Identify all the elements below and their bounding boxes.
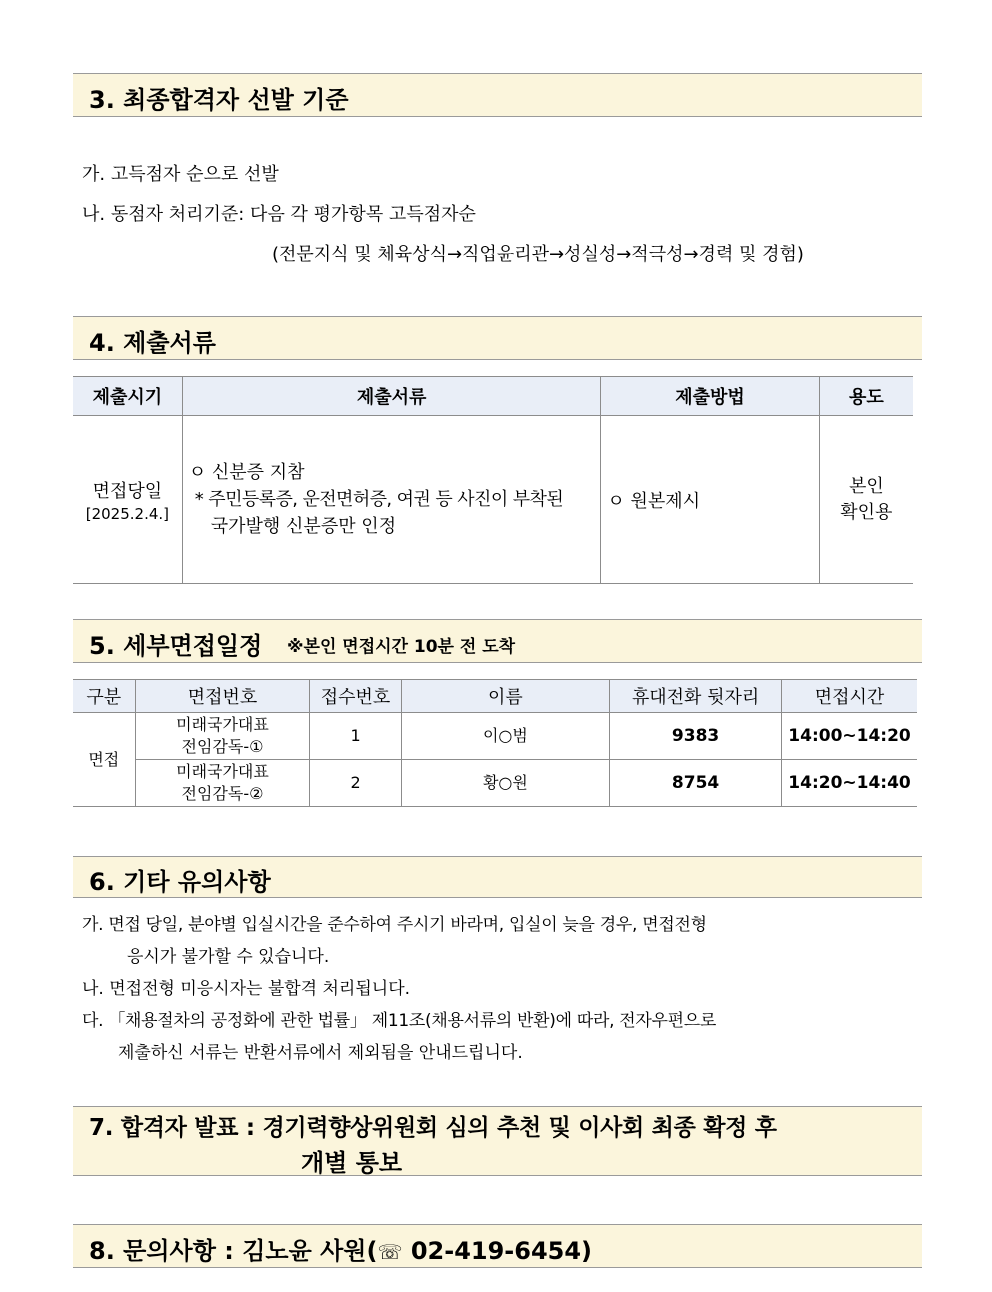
interview-code-line-1: 미래국가대표 xyxy=(176,762,269,781)
header-cell: 제출시기 xyxy=(73,377,182,416)
documents-cell xyxy=(182,416,601,584)
interview-code-cell xyxy=(135,713,310,760)
section-4-title: 4. 제출서류 xyxy=(89,329,216,357)
section-5-title: 5. 세부면접일정 xyxy=(89,632,263,660)
header-cell: 접수번호 xyxy=(310,680,401,713)
purpose-line-1: 본인 xyxy=(848,475,884,497)
phone-icon: ☏ xyxy=(377,1240,403,1264)
criteria-item-ga: 가. 고득점자 순으로 선발 xyxy=(82,164,279,185)
receipt-no-cell: 2 xyxy=(310,760,401,807)
timing-label: 면접당일 xyxy=(92,480,163,502)
method-text: ㅇ 원본제시 xyxy=(607,490,701,512)
header-cell: 면접시간 xyxy=(782,680,917,713)
header-cell: 용도 xyxy=(819,377,913,416)
section-4-header xyxy=(73,316,922,360)
header-cell: 휴대전화 뒷자리 xyxy=(610,680,782,713)
notice-item-da-line-2: 제출하신 서류는 반환서류에서 제외됨을 안내드립니다. xyxy=(118,1043,523,1063)
criteria-item-na-detail: (전문지식 및 체육상식→직업윤리관→성실성→적극성→경력 및 경험) xyxy=(272,244,804,265)
section-3-title: 3. 최종합격자 선발 기준 xyxy=(89,86,349,114)
table-row xyxy=(73,760,917,807)
phone-digits-cell: 8754 xyxy=(610,760,782,807)
header-cell: 이름 xyxy=(401,680,609,713)
interview-code-line-2: 전임감독-① xyxy=(181,737,264,756)
section-6-title: 6. 기타 유의사항 xyxy=(89,868,271,896)
name-cell: 황○원 xyxy=(401,760,609,807)
notice-item-ga-line-1: 가. 면접 당일, 분야별 입실시간을 준수하여 주시기 바라며, 입실이 늦을 경우, 면접전형 xyxy=(82,915,707,935)
header-cell: 구분 xyxy=(73,680,135,713)
documents-table xyxy=(73,376,913,584)
section-7-header xyxy=(73,1106,922,1176)
phone-digits-cell: 9383 xyxy=(610,713,782,760)
section-5-note: ※본인 면접시간 10분 전 도착 xyxy=(287,637,516,657)
receipt-no-cell: 1 xyxy=(310,713,401,760)
contact-label: 8. 문의사항 : 김노윤 사원( xyxy=(89,1237,378,1265)
section-8-title xyxy=(89,1231,592,1266)
documents-line-1: ㅇ 신분증 지참 xyxy=(188,462,305,483)
section-5-header xyxy=(73,619,922,663)
schedule-table-header xyxy=(73,680,917,713)
timing-cell xyxy=(73,416,182,584)
header-cell: 제출서류 xyxy=(182,377,601,416)
group-cell: 면접 xyxy=(73,713,135,807)
interview-time-cell: 14:20~14:40 xyxy=(782,760,917,807)
purpose-line-2: 확인용 xyxy=(840,501,893,523)
timing-date: [2025.2.4.] xyxy=(85,504,170,523)
documents-table-header xyxy=(73,377,913,416)
method-cell xyxy=(601,416,819,584)
table-row xyxy=(73,416,913,584)
documents-line-2: * 주민등록증, 운전면허증, 여권 등 사진이 부착된 xyxy=(194,489,564,510)
name-cell: 이○범 xyxy=(401,713,609,760)
documents-line-3: 국가발행 신분증만 인정 xyxy=(210,516,397,537)
header-cell: 면접번호 xyxy=(135,680,310,713)
header-cell: 제출방법 xyxy=(601,377,819,416)
interview-time-cell: 14:00~14:20 xyxy=(782,713,917,760)
interview-code-cell xyxy=(135,760,310,807)
notice-item-ga-line-2: 응시가 불가할 수 있습니다. xyxy=(127,947,330,967)
interview-schedule-table xyxy=(73,679,917,807)
section-6-header xyxy=(73,856,922,898)
notice-item-da-line-1: 다. 「채용절차의 공정화에 관한 법률」 제11조(채용서류의 반환)에 따라, 전자우편으로 xyxy=(82,1011,717,1031)
contact-phone: 02-419-6454) xyxy=(402,1237,593,1265)
section-8-header xyxy=(73,1224,922,1268)
interview-code-line-2: 전임감독-② xyxy=(181,784,264,803)
interview-code-line-1: 미래국가대표 xyxy=(176,715,269,734)
section-7-title-line-1: 7. 합격자 발표 : 경기력향상위원회 심의 추천 및 이사회 최종 확정 후 xyxy=(89,1115,777,1141)
section-3-header xyxy=(73,73,922,117)
table-row xyxy=(73,713,917,760)
criteria-item-na: 나. 동점자 처리기준: 다음 각 평가항목 고득점자순 xyxy=(82,204,476,225)
notice-item-na: 나. 면접전형 미응시자는 불합격 처리됩니다. xyxy=(82,979,411,999)
section-7-title-line-2: 개별 통보 xyxy=(301,1149,403,1177)
purpose-cell xyxy=(819,416,913,584)
